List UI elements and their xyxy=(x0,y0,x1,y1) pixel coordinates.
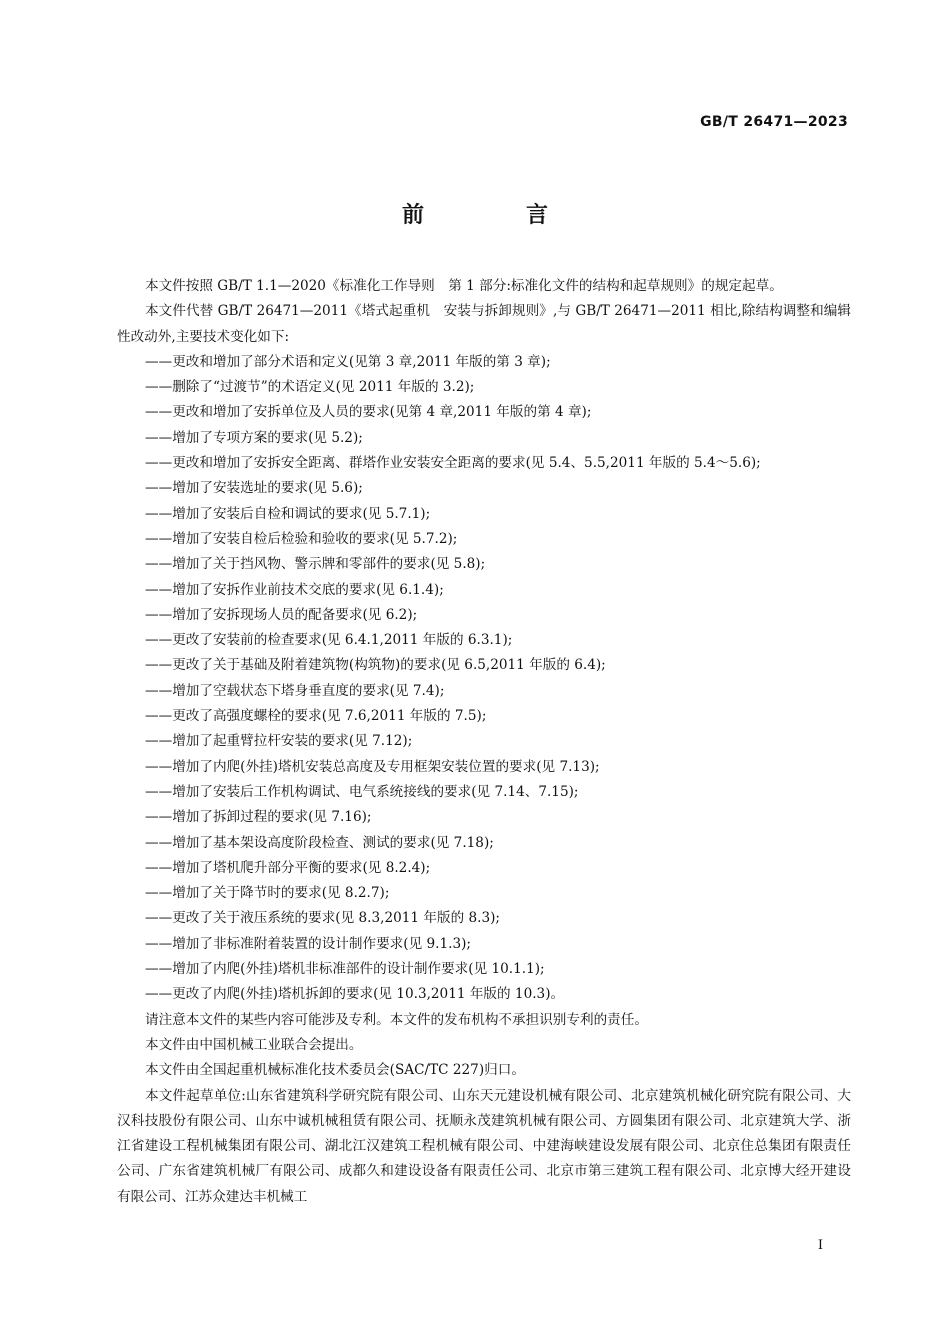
page-title: 前 言 xyxy=(401,203,588,228)
intro-paragraph: 本文件代替 GB/T 26471—2011《塔式起重机 安装与拆卸规则》,与 GB/T 26471—2011 相比,除结构调整和编辑性改动外,主要技术变化如下: xyxy=(117,303,851,345)
change-item: ——增加了空载状态下塔身垂直度的要求(见 7.4); xyxy=(145,682,445,699)
change-item: ——更改了高强度螺栓的要求(见 7.6,2011 年版的 7.5); xyxy=(145,708,487,725)
change-item: ——更改了内爬(外挂)塔机拆卸的要求(见 10.3,2011 年版的 10.3)。 xyxy=(145,986,565,1003)
patent-notice: 请注意本文件的某些内容可能涉及专利。本文件的发布机构不承担识别专利的责任。 xyxy=(145,1011,648,1028)
change-item: ——增加了内爬(外挂)塔机非标准部件的设计制作要求(见 10.1.1); xyxy=(145,961,545,978)
change-item: ——增加了安装后自检和调试的要求(见 5.7.1); xyxy=(145,505,431,522)
page-number: I xyxy=(817,1238,823,1253)
change-item: ——更改了关于基础及附着建筑物(构筑物)的要求(见 6.5,2011 年版的 6.4); xyxy=(145,657,606,674)
intro-paragraph: 本文件按照 GB/T 1.1—2020《标准化工作导则 第 1 部分:标准化文件的结构和起草规则》的规定起草。 xyxy=(145,278,783,294)
change-item: ——增加了安拆现场人员的配备要求(见 6.2); xyxy=(145,606,418,623)
change-item: ——更改和增加了安拆安全距离、群塔作业安装安全距离的要求(见 5.4、5.5,2011 年版的 5.4～5.6); xyxy=(145,455,761,472)
document-body xyxy=(117,274,851,1210)
change-item: ——增加了安拆作业前技术交底的要求(见 6.1.4); xyxy=(145,581,444,598)
change-item: ——增加了关于降节时的要求(见 8.2.7); xyxy=(145,885,390,902)
change-item: ——增加了内爬(外挂)塔机安装总高度及专用框架安装位置的要求(见 7.13); xyxy=(145,758,600,775)
change-item: ——增加了安装自检后检验和验收的要求(见 5.7.2); xyxy=(145,530,458,547)
change-item: ——更改了关于液压系统的要求(见 8.3,2011 年版的 8.3); xyxy=(145,910,500,927)
change-item: ——增加了拆卸过程的要求(见 7.16); xyxy=(145,809,372,826)
change-item: ——增加了基本架设高度阶段检查、测试的要求(见 7.18); xyxy=(145,834,494,851)
committee-statement: 本文件由全国起重机械标准化技术委员会(SAC/TC 227)归口。 xyxy=(145,1062,525,1079)
change-item: ——增加了非标准附着装置的设计制作要求(见 9.1.3); xyxy=(145,935,471,952)
change-item: ——增加了专项方案的要求(见 5.2); xyxy=(145,429,363,446)
change-item: ——更改了安装前的检查要求(见 6.4.1,2011 年版的 6.3.1); xyxy=(145,632,513,649)
standard-code: GB/T 26471—2023 xyxy=(700,114,848,130)
change-item: ——增加了塔机爬升部分平衡的要求(见 8.2.4); xyxy=(145,859,431,876)
change-item: ——更改和增加了安拆单位及人员的要求(见第 4 章,2011 年版的第 4 章); xyxy=(145,404,592,421)
proposer-statement: 本文件由中国机械工业联合会提出。 xyxy=(145,1036,363,1053)
change-item: ——增加了安装选址的要求(见 5.6); xyxy=(145,480,363,497)
change-item: ——增加了关于挡风物、警示牌和零部件的要求(见 5.8); xyxy=(145,556,486,573)
change-item: ——更改和增加了部分术语和定义(见第 3 章,2011 年版的第 3 章); xyxy=(145,353,551,370)
drafting-units: 本文件起草单位:山东省建筑科学研究院有限公司、山东天元建设机械有限公司、北京建筑机械化研究院有限公司、大汉科技股份有限公司、山东中诚机械租赁有限公司、抚顺永茂建筑机械有限公司、方圆集团有限公司、北京建筑大学、浙江省建设工程机械集团有限公司、湖北江汉建筑工程机械有限公司、中建海峡建设发展有限公司、北京住总集团有限责任公司、广东省建筑机械厂有限公司、成都久和建设设备有限责任公司、北京市第三建筑工程有限公司、北京博大经开建设有限公司、江苏众建达丰机械工 xyxy=(117,1087,851,1205)
change-item: ——删除了“过渡节”的术语定义(见 2011 年版的 3.2); xyxy=(145,379,475,396)
change-item: ——增加了安装后工作机构调试、电气系统接线的要求(见 7.14、7.15); xyxy=(145,783,579,800)
change-item: ——增加了起重臂拉杆安装的要求(见 7.12); xyxy=(145,733,413,750)
